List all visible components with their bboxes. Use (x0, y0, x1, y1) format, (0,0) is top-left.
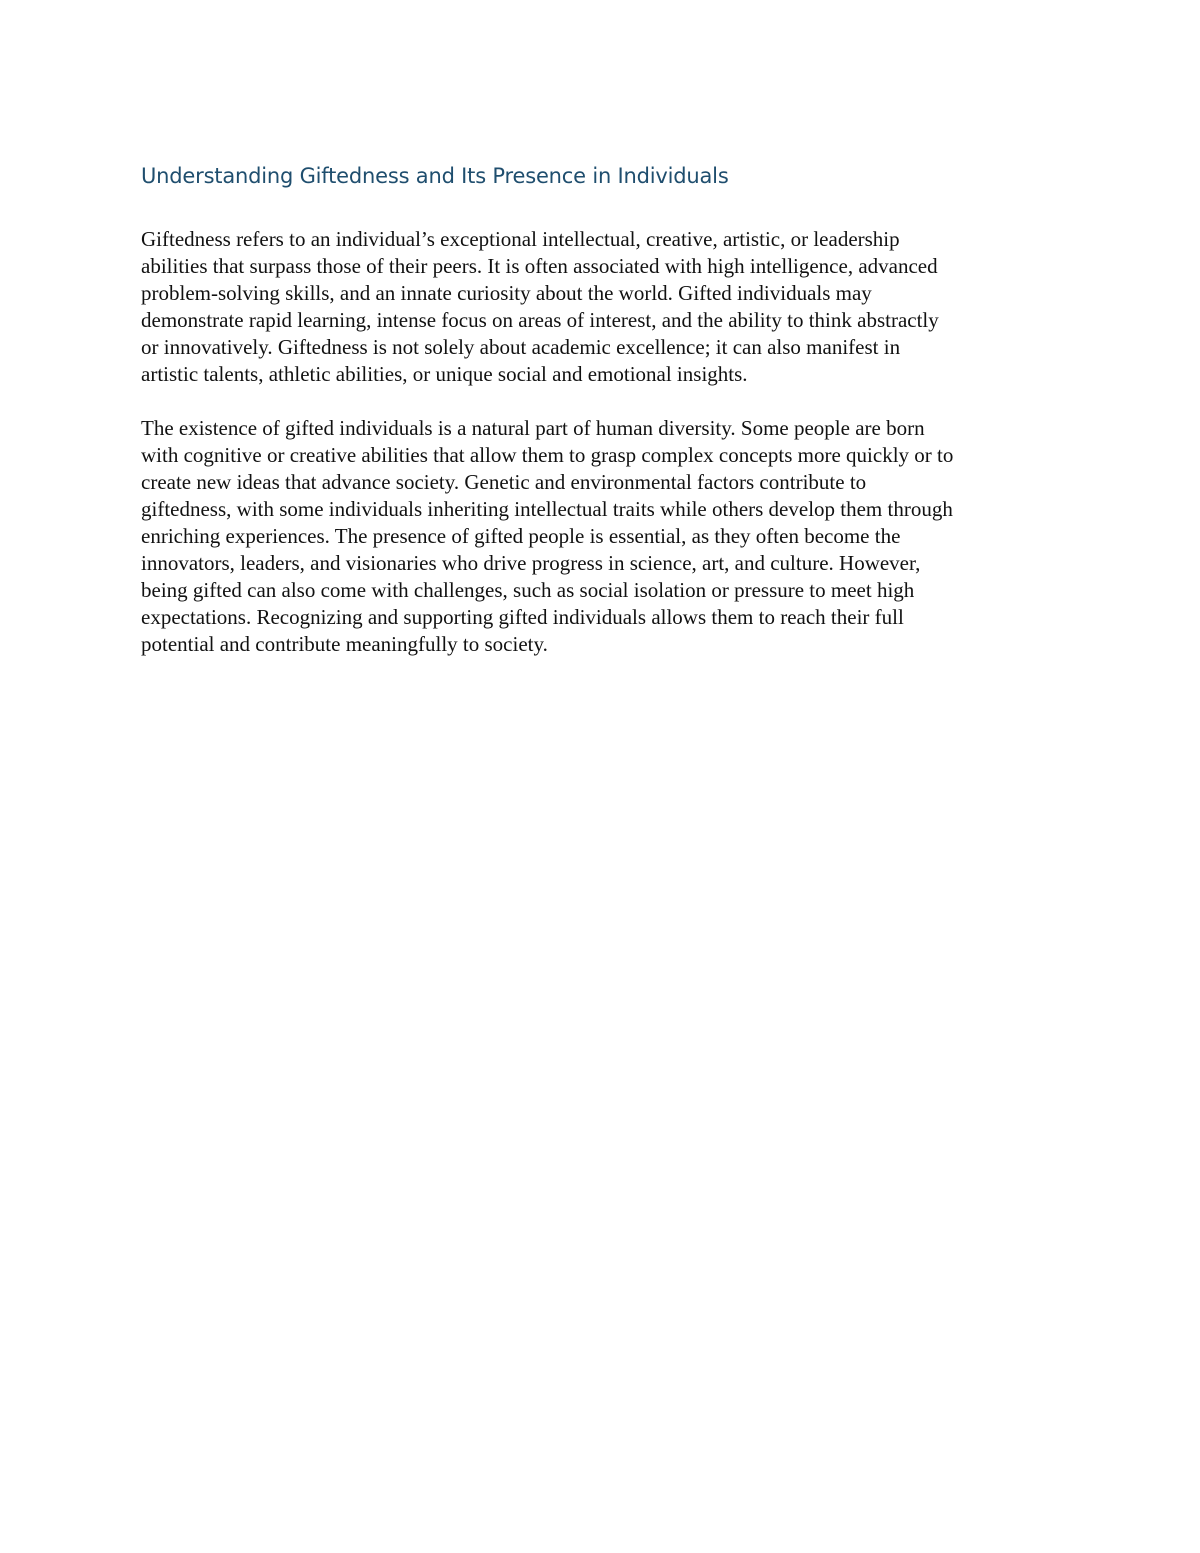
paragraph-existence (141, 415, 1061, 658)
text-line: artistic talents, athletic abilities, or unique social and emotional insights. (141, 362, 748, 386)
document-content (141, 160, 1061, 658)
text-line: Giftedness refers to an individual’s exceptional intellectual, creative, artistic, or leadership (141, 227, 900, 251)
text-line: enriching experiences. The presence of gifted people is essential, as they often become the (141, 524, 901, 548)
text-line: abilities that surpass those of their peers. It is often associated with high intelligence, advanced (141, 254, 938, 278)
text-line: with cognitive or creative abilities that allow them to grasp complex concepts more quickly or to (141, 443, 954, 467)
text-line: create new ideas that advance society. Genetic and environmental factors contribute to (141, 470, 867, 494)
paragraph-definition (141, 226, 1061, 388)
text-line: potential and contribute meaningfully to society. (141, 632, 548, 656)
text-line: being gifted can also come with challenges, such as social isolation or pressure to meet high (141, 578, 915, 602)
text-line: innovators, leaders, and visionaries who drive progress in science, art, and culture. However, (141, 551, 921, 575)
text-line: or innovatively. Giftedness is not solely about academic excellence; it can also manifest in (141, 335, 901, 359)
document-title: Understanding Giftedness and Its Presence in Individuals (141, 164, 729, 188)
text-line: problem-solving skills, and an innate curiosity about the world. Gifted individuals may (141, 281, 872, 305)
text-line: expectations. Recognizing and supporting gifted individuals allows them to reach their full (141, 605, 904, 629)
text-line: The existence of gifted individuals is a natural part of human diversity. Some people are born (141, 416, 925, 440)
text-line: demonstrate rapid learning, intense focus on areas of interest, and the ability to think abstractly (141, 308, 939, 332)
text-line: giftedness, with some individuals inheriting intellectual traits while others develop them through (141, 497, 953, 521)
